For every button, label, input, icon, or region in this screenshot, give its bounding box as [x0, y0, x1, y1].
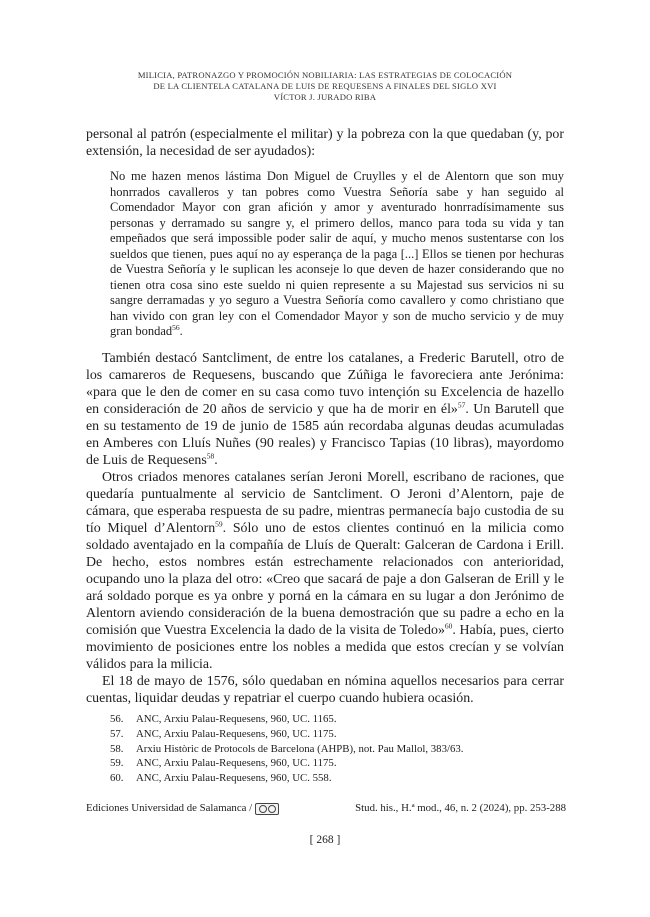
footnote-number: 56. [110, 713, 124, 725]
footnote-text: Arxiu Històric de Protocols de Barcelona (AHPB), not. Pau Mallol, 383/63. [136, 742, 464, 755]
footnote [110, 756, 570, 771]
footnote-number: 59. [110, 757, 124, 770]
cc-by-nc-nd-icon [255, 803, 279, 815]
paragraph-2-part-b: . Un Barutell que en su testamento de 19 de junio de 1585 aún recordaba algunas deudas acumuladas en Amberes con Lluís Nuñes (90 reales) y Francisco Tapias (10 libras), mayordomo de Luis de Requesens [86, 401, 564, 468]
footnote-ref-60[interactable]: 60 [444, 620, 453, 630]
paragraph-3 [86, 469, 564, 673]
footnote-ref-58[interactable]: 58 [206, 450, 215, 460]
paragraph-4: El 18 de mayo de 1576, sólo quedaban en nómina aquellos necesarios para cerrar cuentas, liquidar deudas y repatriar el cuerpo cuando hubiera ocasión. [86, 673, 564, 706]
footnote-text: ANC, Arxiu Palau-Requesens, 960, UC. 1165. [136, 713, 337, 725]
footnote-text: ANC, Arxiu Palau-Requesens, 960, UC. 1175. [136, 757, 337, 770]
journal-citation: Stud. his., H.ª mod., 46, n. 2 (2024), pp. 253-288 [355, 802, 566, 814]
running-head-line-2: DE LA CLIENTELA CATALANA DE LUIS DE REQUESENS A FINALES DEL SIGLO XVI [153, 81, 497, 91]
footnotes [110, 712, 570, 786]
block-quote-text: No me hazen menos lástima Don Miguel de Cruylles y el de Alentorn que son muy honrrados cavalleros y tan pobres como Vuestra Señoría sabe y han seguido al Comendador Mayor con gran afición y amor y aventurado honrradísimamente sus personas y derramado su sangre y, el primero dellos, manco para toda su vida y tan empeñados que será impossible poder salir de aquí, y mucho menos sustentarse con los sueldos que tienen, pues aquí no ay esperança de la paga [...] Ellos se tienen por hechuras de Vuestra Señoría y le suplican les aconseje lo que deven de hazer considerando que no tienen otra cosa sino este sueldo ni quien represente a su Majestad sus servicios ni su sangre derramadas y yo seguro a Vuestra Señoría como cavallero y como christiano que han vivido con gran ley con el Comendador Mayor y son de mucho servicio y de muy gran bondad [110, 169, 564, 338]
running-head-author: VÍCTOR J. JURADO RIBA [273, 92, 377, 102]
footnote-number: 57. [110, 727, 124, 740]
paragraph-3-part-a: Otros criados menores catalanes serían Jeroni Morell, escribano de raciones, que quedaría puntualmente al servicio de Santcliment. O Jeroni d’Alentorn, paje de cámara, que esperaba respuesta de su padre, mientras permanecía bajo custodia de su tío Miquel d’Alentorn [86, 469, 564, 536]
footnote-number: 60. [110, 772, 124, 785]
footnote [110, 742, 570, 757]
footnote-ref-57[interactable]: 57 [457, 399, 466, 409]
publisher-line [86, 802, 279, 815]
footnote [110, 771, 570, 786]
footnote-text: ANC, Arxiu Palau-Requesens, 960, UC. 558. [136, 772, 332, 785]
block-quote: No me hazen menos lástima Don Miguel de Cruylles y el de Alentorn que son muy honrrados cavalleros y tan pobres como Vuestra Señoría sabe y han seguido al Comendador Mayor con gran afición y amor y aventurado honrradísimamente sus personas y derramado su sangre y, el primero dellos, manco para toda su vida y tan empeñados que será impossible poder salir de aquí, y mucho menos sustentarse con los sueldos que tienen, pues aquí no ay esperança de la paga [...] Ellos se tienen por hechuras de Vuestra Señoría y le suplican les aconseje lo que deven de hazer considerando que no tienen otra cosa sino este sueldo ni quien represente a su Majestad sus servicios ni su sangre derramadas y yo seguro a Vuestra Señoría como cavallero y como christiano que han vivido con gran ley con el Comendador Mayor y son de mucho servicio y de muy gran bondad$^{56}$. [110, 169, 564, 338]
footnote [110, 712, 570, 727]
body-text [86, 126, 564, 707]
running-head [60, 70, 590, 103]
running-head-line-1: MILICIA, PATRONAZGO Y PROMOCIÓN NOBILIARIA: LAS ESTRATEGIAS DE COLOCACIÓN [137, 70, 513, 80]
footnote [110, 727, 570, 742]
publisher-name: Ediciones Universidad de Salamanca / [86, 802, 253, 814]
footnote-number: 58. [110, 742, 124, 755]
page-number: [ 268 ] [309, 834, 341, 846]
paragraph-2-part-a: También destacó Santcliment, de entre los catalanes, a Frederic Barutell, otro de los camareros de Requesens, buscando que Zúñiga le favoreciera ante Jerónima: «para que le den de comer en su casa como tuvo intençión su Excelencia de hazello en consideración de 20 años de servicio y que ha de morir en él» [86, 350, 564, 417]
paragraph-3-part-c: . Había, pues, cierto movimiento de posiciones entre los nobles a medida que estos crecían y se volvían válidos para la milicia. [86, 622, 564, 672]
footnote-ref-59[interactable]: 59 [215, 518, 223, 528]
paragraph-1: personal al patrón (especialmente el militar) y la pobreza con la que quedaban (y, por extensión, la necesidad de ser ayudados): [86, 127, 564, 159]
footnote-text: ANC, Arxiu Palau-Requesens, 960, UC. 1175. [136, 727, 337, 740]
paragraph-3-part-b: . Sólo uno de estos clientes continuó en la milicia como soldado aventajado en la compañía de Lluís de Queralt: Galceran de Cardona i Erill. De hecho, estos nombres están estrechamente relacionados con anterioridad, ocupando uno la plaza del otro: «Creo que sacará de paje a don Galseran de Erill y le ará soldado porque es ya onbre y porná en la cámara en su lugar a don Jerónimo de Alentorn aviendo consideración de la buena demostración que su padre a echo en la comisión que Vuestra Excelencia la dado de la visita de Toledo» [86, 520, 564, 638]
footnote-ref-56[interactable]: 56 [172, 322, 180, 332]
paragraph-2-part-c: . [214, 452, 218, 468]
paragraph-2 [86, 350, 564, 469]
